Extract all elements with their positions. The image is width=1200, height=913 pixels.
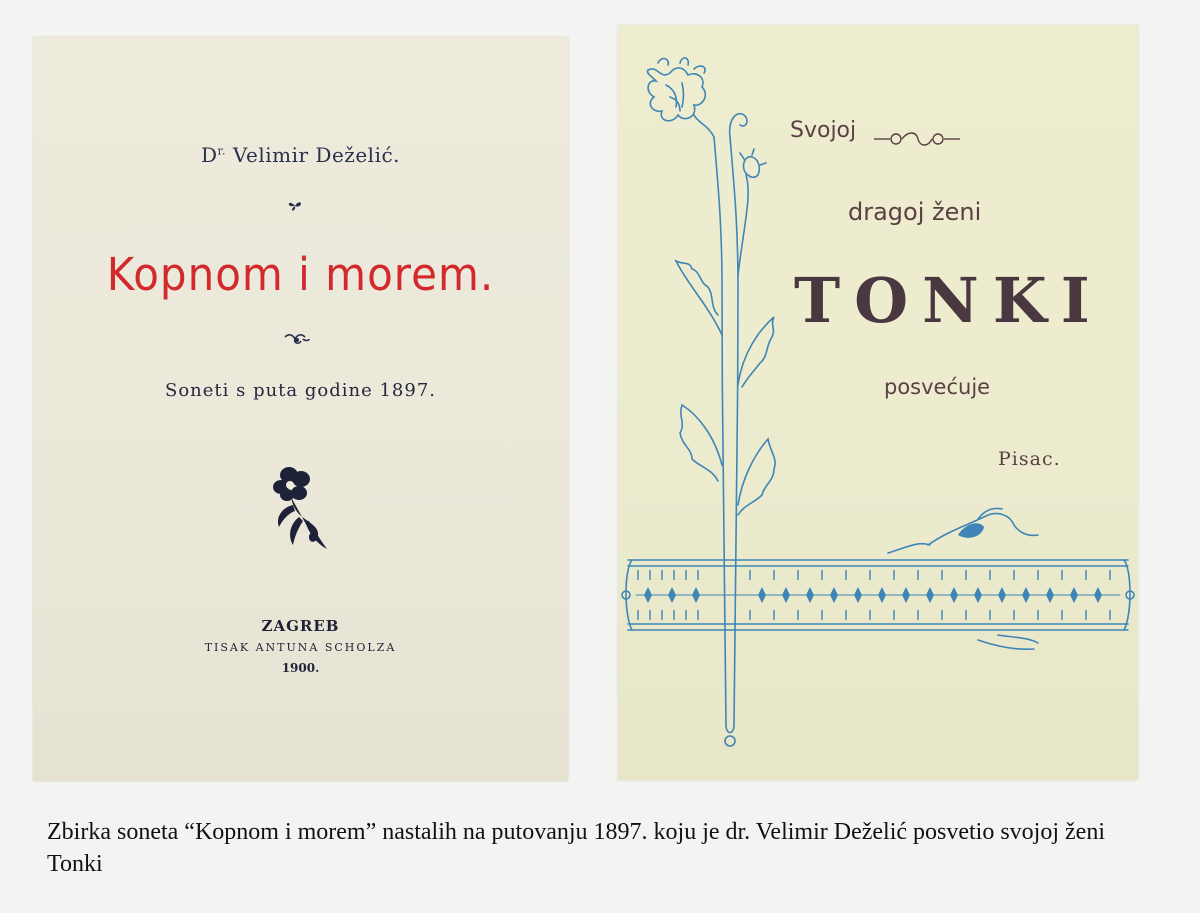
book-subtitle: Soneti s puta godine 1897. bbox=[164, 380, 437, 401]
left-title-page bbox=[33, 37, 568, 781]
chain-flourish-icon bbox=[872, 129, 962, 149]
dedication-line-2: dragoj ženi bbox=[848, 198, 982, 226]
flower-ornament-icon bbox=[269, 465, 329, 557]
right-dedication-page bbox=[618, 25, 1138, 780]
dedication-name: TONKI bbox=[794, 264, 1104, 337]
printer-name: TISAK ANTUNA SCHOLZA bbox=[204, 641, 397, 654]
leaf-ornament-icon bbox=[287, 199, 303, 213]
author-name: $D^{r.}$ Velimir Deželić. bbox=[200, 143, 401, 167]
book-title: Kopnom i morem. bbox=[106, 248, 495, 301]
dedication-line-4: posvećuje bbox=[884, 375, 991, 399]
small-flourish-icon bbox=[283, 331, 311, 347]
photo-caption: Zbirka soneta “Kopnom i morem” nastalih na putovanju 1897. koju je dr. Velimir Deželić posvetio svojoj ženi Tonki bbox=[47, 819, 1105, 877]
dedication-line-1: Svojoj bbox=[790, 118, 857, 143]
publication-city: ZAGREB bbox=[261, 617, 340, 635]
publication-year: 1900. bbox=[281, 661, 320, 675]
dedication-signature: Pisac. bbox=[998, 448, 1061, 470]
